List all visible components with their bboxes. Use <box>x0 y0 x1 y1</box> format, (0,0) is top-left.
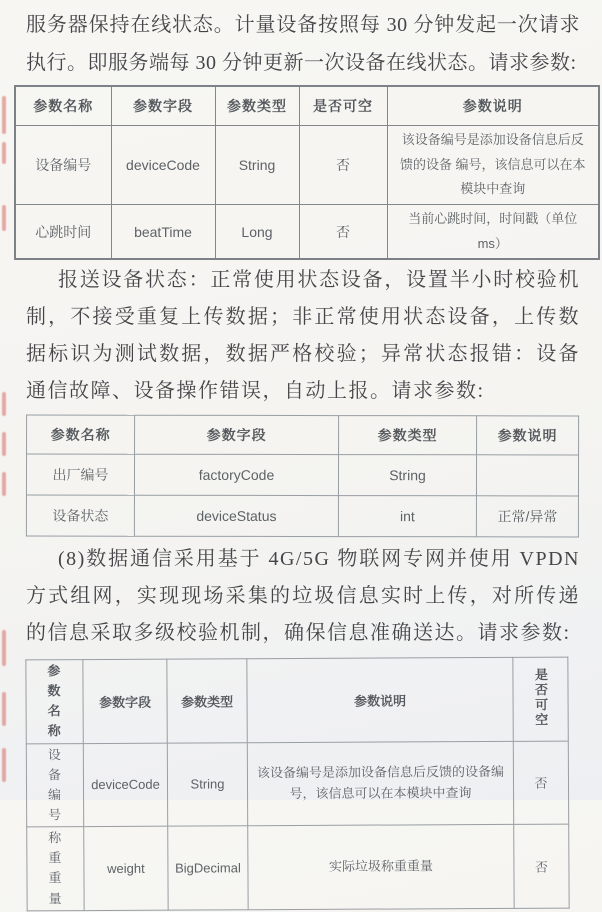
cell-param-name: 心跳时间 <box>15 205 111 260</box>
column-header-param-type: 参数类型 <box>339 416 477 455</box>
column-header-param-desc: 参数说明 <box>247 658 513 743</box>
cell-param-type: int <box>338 496 476 537</box>
column-header-param-name <box>26 660 83 744</box>
cell-param-type: BigDecimal <box>168 826 248 910</box>
header-label: 参数名称 <box>47 663 62 740</box>
table-row <box>27 825 569 911</box>
cell-label: 称重重量 <box>48 830 63 907</box>
cell-nullable: 否 <box>299 205 387 260</box>
cell-param-desc: 当前心跳时间，时间戳（单位 ms） <box>387 205 599 260</box>
red-edge-mark <box>2 142 6 164</box>
cell-label: 设备编号 <box>47 747 63 823</box>
heartbeat-params-table <box>14 85 600 260</box>
table-header-row <box>15 86 599 126</box>
table-row <box>26 495 578 537</box>
cell-param-field: weight <box>84 827 168 911</box>
paragraph-online-status: 服务器保持在线状态。计量设备按照每 30 分钟发起一次请求执行。即服务端每 30 分钟更新一次设备在线状态。请求参数: <box>26 14 580 74</box>
table-row <box>26 454 578 496</box>
cell-param-desc: 实际垃圾称重重量 <box>248 825 514 910</box>
column-header-param-desc: 参数说明 <box>477 416 579 455</box>
column-header-param-field: 参数字段 <box>83 660 167 744</box>
table-row <box>15 205 599 260</box>
paragraph-data-communication: (8)数据通信采用基于 4G/5G 物联网专网并使用 VPDN 方式组网，实现现场采集的垃圾信息实时上传，对所传递的信息采取多级校验机制，确保信息准确送达。请求参数: <box>26 548 580 645</box>
paragraph-device-status: 报送设备状态：正常使用状态设备，设置半小时校验机制，不接受重复上传数据；非正常使用状态设备，上传数据标识为测试数据，数据严格校验；异常状态报错：设备通信故障、设备操作错误，自动上报。请求参数: <box>26 269 580 403</box>
column-header-param-name: 参数名称 <box>15 86 111 126</box>
red-edge-mark <box>2 432 6 456</box>
cell-param-name <box>27 827 84 911</box>
data-upload-params-table <box>25 657 569 912</box>
cell-nullable: 否 <box>514 825 569 909</box>
column-header-nullable: 是否可空 <box>299 86 387 126</box>
table-header-row <box>27 415 579 455</box>
header-label: 是否可空 <box>532 667 549 728</box>
cell-param-name: 设备状态 <box>26 495 134 536</box>
cell-param-desc: 该设备编号是添加设备信息后反馈的设备编号，该信息可以在本模块中查询 <box>247 741 513 826</box>
red-edge-mark <box>2 205 6 231</box>
cell-param-desc: 该设备编号是添加设备信息后反馈的设备 编号，该信息可以在本模块中查询 <box>387 126 599 205</box>
column-header-param-type: 参数类型 <box>167 659 247 743</box>
red-edge-mark <box>2 472 6 496</box>
cell-param-type: String <box>215 126 299 205</box>
device-status-params-table <box>26 415 579 538</box>
cell-param-type: Long <box>215 205 299 260</box>
red-edge-mark <box>2 392 6 416</box>
column-header-param-field: 参数字段 <box>111 86 215 126</box>
cell-param-field: deviceCode <box>83 743 167 827</box>
cell-param-field: deviceStatus <box>134 496 338 537</box>
column-header-param-field: 参数字段 <box>135 416 339 455</box>
column-header-nullable <box>513 658 568 742</box>
cell-param-field: factoryCode <box>134 455 338 496</box>
table-header-row <box>26 658 568 744</box>
cell-param-type: String <box>338 455 476 496</box>
cell-param-name: 设备编号 <box>15 126 111 205</box>
red-edge-mark <box>2 692 6 726</box>
red-edge-mark <box>2 630 6 666</box>
cell-param-field: beatTime <box>111 205 215 260</box>
cell-param-desc: 正常/异常 <box>476 496 578 537</box>
column-header-param-desc: 参数说明 <box>387 86 599 126</box>
cell-nullable: 否 <box>299 126 387 205</box>
column-header-param-type: 参数类型 <box>215 86 299 126</box>
cell-nullable: 否 <box>513 741 568 825</box>
red-edge-mark <box>2 748 6 782</box>
cell-param-name: 出厂编号 <box>26 454 134 495</box>
red-edge-mark <box>2 96 6 134</box>
cell-param-field: deviceCode <box>111 126 215 205</box>
column-header-param-name: 参数名称 <box>27 415 135 454</box>
cell-param-type: String <box>167 743 247 827</box>
cell-param-desc <box>476 455 578 496</box>
table-row <box>15 126 599 205</box>
cell-param-name <box>26 744 83 828</box>
table-row <box>26 741 568 827</box>
